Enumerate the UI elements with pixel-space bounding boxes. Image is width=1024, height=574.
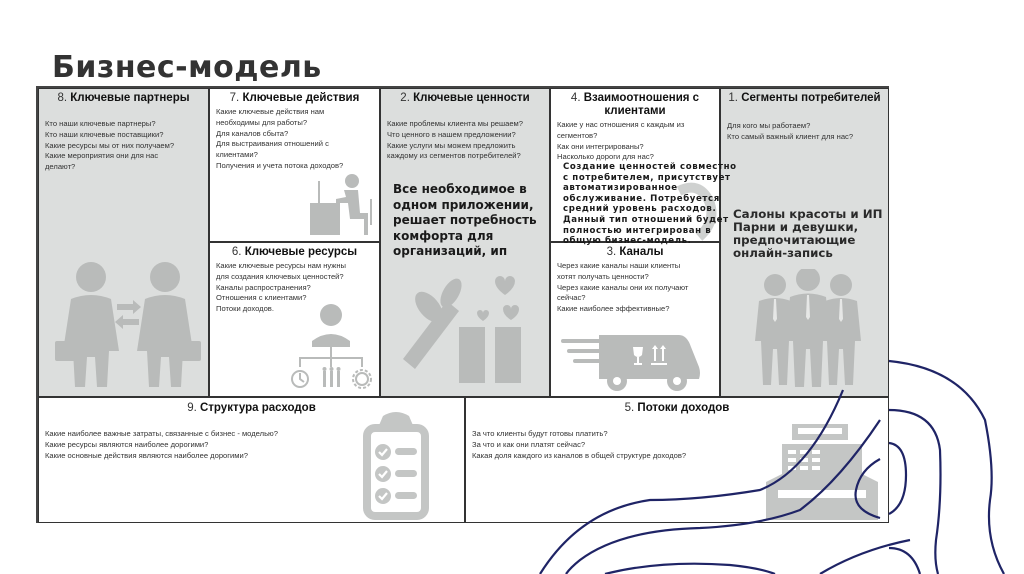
- cell-number: 7.: [229, 92, 240, 104]
- question: Потоки доходов.: [216, 304, 274, 314]
- question: клиентами?: [216, 150, 258, 160]
- cell-title-text: Потоки доходов: [637, 402, 730, 414]
- cell-key-activities: [209, 88, 380, 242]
- question: Какие ресурсы являются наиболее дорогими?: [45, 439, 209, 449]
- cell-number: 3.: [606, 246, 617, 258]
- cell-number: 9.: [187, 402, 197, 414]
- business-model-canvas: [36, 86, 889, 523]
- question: делают?: [45, 162, 76, 172]
- customer-relationships-answer: Создание ценностей совместно с потребителем, присутствует автоматизированное обслуживание. Потребуется средний уровень расходов. Данный тип отношений будет полностью интегрирован в общую бизнес-модель.: [563, 162, 737, 247]
- question: сейчас?: [557, 293, 586, 303]
- question: Какие мероприятия они для нас: [45, 151, 159, 161]
- question: Для кого мы работаем?: [727, 121, 811, 130]
- question: Какие у нас отношения с каждым из: [557, 120, 685, 129]
- question: необходимы для работы?: [216, 117, 308, 127]
- question: для создания ключевых ценностей?: [216, 271, 344, 281]
- question: Какие проблемы клиента мы решаем?: [387, 119, 523, 128]
- person-at-desk-icon: [310, 173, 374, 237]
- question: Насколько дороги для нас?: [557, 152, 654, 162]
- question: каждому из сегментов потребителей?: [387, 151, 521, 161]
- cell-title: [210, 243, 379, 259]
- question: Каналы распространения?: [216, 282, 311, 292]
- cell-number: 5.: [624, 402, 635, 414]
- question: сегментов?: [557, 130, 598, 140]
- cell-questions: [721, 105, 888, 143]
- cell-title-text: Ключевые партнеры: [70, 92, 190, 104]
- question: Что ценного в нашем предложении?: [387, 129, 516, 139]
- gift-box-icon: [399, 267, 529, 387]
- question: Через какие каналы они их получают: [557, 282, 689, 292]
- cell-number: 2.: [400, 92, 410, 104]
- question: Какие ресурсы мы от них получаем?: [45, 140, 175, 150]
- cell-title-text: Ключевые действия: [242, 92, 360, 104]
- cell-questions: [210, 105, 379, 172]
- question: Какие услуги мы можем предложить: [387, 140, 516, 150]
- cell-revenue-streams: [465, 397, 889, 523]
- group-of-people-icon: [753, 269, 863, 389]
- cell-key-resources: [209, 242, 380, 397]
- cell-questions: [39, 105, 208, 173]
- cell-number: 6.: [231, 246, 242, 258]
- customer-segments-answer: Салоны красоты и ИП Парни и девушки, предпочитающие онлайн-запись: [733, 207, 883, 260]
- cell-title: [381, 89, 549, 105]
- cell-questions: [551, 118, 719, 163]
- question: Какие наиболее важные затраты, связанные с бизнес - моделью?: [45, 429, 278, 438]
- value-propositions-answer: Все необходимое в одном приложении, решает потребность комфорта для организаций, ип: [393, 182, 537, 258]
- cell-title-text: Структура расходов: [200, 402, 316, 414]
- question: Отношения с клиентами?: [216, 293, 307, 303]
- question: Кто наши ключевые поставщики?: [45, 129, 164, 139]
- question: Для выстраивания отношений с: [216, 139, 329, 149]
- cell-title: [551, 89, 719, 118]
- question: Какие ключевые действия нам: [216, 107, 325, 116]
- cell-title-text: Ключевые ресурсы: [244, 246, 358, 258]
- question: Какие ключевые ресурсы нам нужны: [216, 261, 347, 270]
- cell-title: [466, 398, 888, 415]
- cell-questions: [381, 105, 549, 162]
- question: Через какие каналы наши клиенты: [557, 261, 681, 270]
- cell-title-text: Взаимоотношения с клиентами: [583, 92, 700, 117]
- cell-cost-structure: [38, 397, 465, 523]
- cell-title-text: Сегменты потребителей: [741, 92, 881, 104]
- cell-number: 1.: [728, 92, 738, 104]
- cell-number: 4.: [570, 92, 581, 104]
- question: Какая доля каждого из каналов в общей структуре доходов?: [472, 450, 687, 460]
- clipboard-checklist-icon: [361, 410, 431, 522]
- cell-title-text: Ключевые ценности: [413, 92, 530, 104]
- cell-number: 8.: [57, 92, 68, 104]
- cash-register-icon: [766, 424, 878, 522]
- cell-title: [210, 89, 379, 105]
- question: За что клиенты будут готовы платить?: [472, 429, 608, 438]
- delivery-truck-icon: [559, 331, 709, 393]
- cell-title-text: Каналы: [619, 246, 664, 258]
- slide-title: Бизнес-модель: [52, 50, 322, 85]
- cell-title: [721, 89, 888, 105]
- question: За что и как они платят сейчас?: [472, 439, 586, 449]
- cell-key-partners: [38, 88, 209, 397]
- question: Получения и учета потока доходов?: [216, 160, 344, 170]
- cell-questions: [551, 259, 719, 315]
- partners-exchange-icon: [53, 259, 203, 389]
- cell-title: [39, 89, 208, 105]
- question: Для каналов сбыта?: [216, 128, 289, 138]
- question: Кто наши ключевые партнеры?: [45, 119, 156, 128]
- question: Как они интегрированы?: [557, 141, 644, 151]
- cell-channels: [550, 242, 720, 397]
- question: Какие наиболее эффективные?: [557, 304, 670, 314]
- question: Какие основные действия являются наиболее дорогими?: [45, 450, 248, 460]
- question: Кто самый важный клиент для нас?: [727, 131, 854, 141]
- question: хотят получать ценности?: [557, 271, 649, 281]
- org-chart-icon: [286, 303, 376, 393]
